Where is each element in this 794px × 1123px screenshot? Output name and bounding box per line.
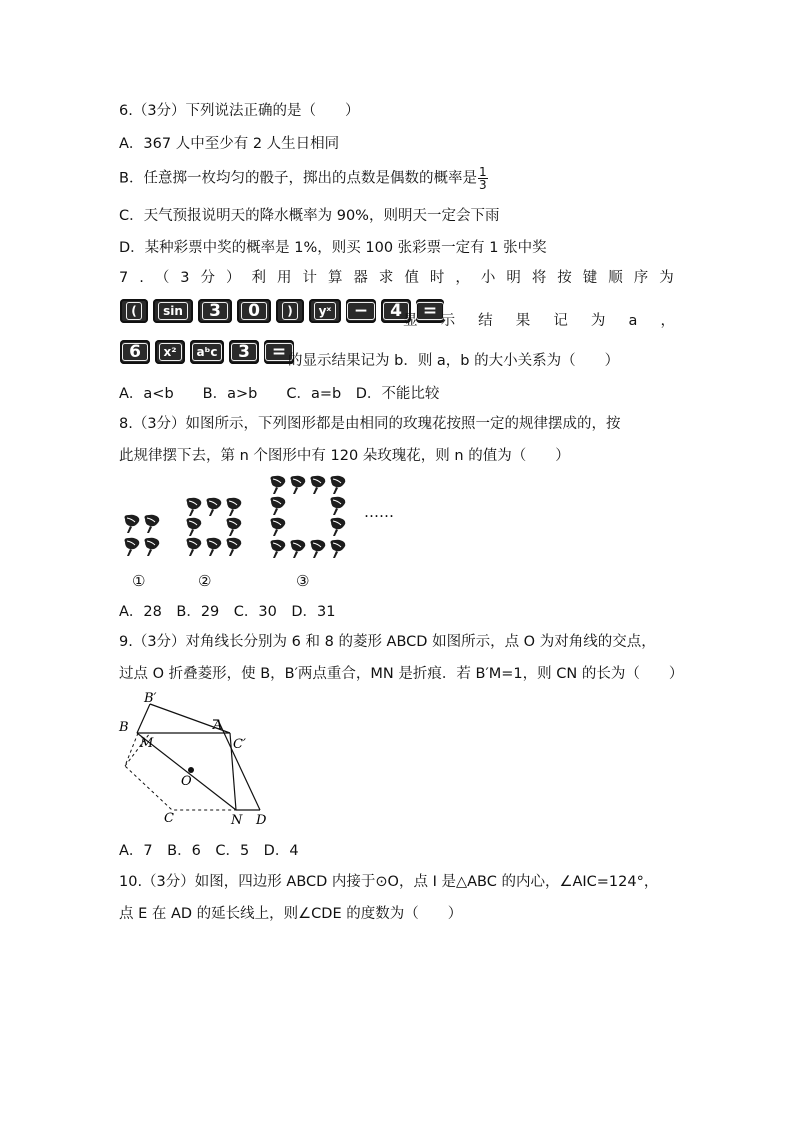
q7-key-sequence-1: [120, 299, 444, 323]
figure-label-2: ②: [198, 572, 212, 590]
key-label: =: [416, 302, 444, 320]
char: 3: [180, 270, 190, 286]
char: 为: [659, 270, 674, 286]
q8-options: A．28 B．29 C．30 D．31: [119, 604, 336, 620]
char: 时: [429, 270, 445, 286]
char: 利: [251, 270, 266, 286]
figure-label-3: ③: [296, 572, 310, 590]
label-o: O: [181, 774, 192, 789]
char: a: [628, 313, 638, 329]
key-fraction: [190, 340, 224, 364]
char: 键: [582, 270, 598, 286]
q7-line3: 的显示结果记为 b．则 a，b 的大小关系为（ ）: [288, 353, 620, 369]
fraction-denominator: 3: [478, 178, 487, 192]
char: 7: [119, 270, 129, 286]
char: 记: [553, 313, 568, 329]
char: 计: [302, 270, 317, 286]
q8-stem-line1: 8.（3分）如图所示，下列图形都是由相同的玫瑰花按照一定的规律摆成的，按: [119, 416, 621, 432]
char: 分: [200, 270, 216, 286]
rhombus-fold-diagram: [110, 690, 280, 830]
key-label: yˣ: [314, 302, 337, 320]
char: 用: [276, 270, 292, 286]
q9-stem-line2: 过点 O 折叠菱形，使 B，B′两点重合，MN 是折痕．若 B′M=1，则 CN 的长为（ ）: [119, 666, 684, 682]
q6-option-c: C．天气预报说明天的降水概率为 90%，则明天一定会下雨: [119, 208, 500, 224]
label-b: B: [119, 720, 129, 735]
char: ，: [455, 270, 470, 286]
label-c-prime: C′: [233, 737, 246, 752]
char: 算: [327, 270, 343, 286]
point-o-dot: [188, 767, 194, 773]
key-label: aᵇc: [192, 343, 223, 361]
label-b-prime: B′: [144, 691, 157, 706]
pattern-ellipsis: ……: [364, 503, 394, 521]
key-label: =: [265, 343, 293, 361]
key-power: [309, 299, 341, 323]
q6-option-b-text: B．任意掷一枚均匀的骰子，掷出的点数是偶数的概率是: [119, 170, 477, 187]
char: （: [154, 270, 170, 286]
key-minus: [346, 299, 376, 323]
fraction-numerator: 1: [478, 165, 487, 179]
char: 显: [403, 313, 418, 329]
key-label: 4: [383, 302, 409, 320]
label-c: C: [164, 811, 174, 826]
line-bprime-to-m: [137, 704, 150, 733]
key-label: 3: [231, 343, 257, 361]
char: .: [139, 270, 144, 286]
label-m: M: [140, 736, 154, 751]
q6-option-b: [119, 166, 488, 191]
char: 结: [478, 313, 493, 329]
char: 小: [480, 270, 496, 286]
key-left-paren: [120, 299, 148, 323]
q7-options: A．a<b B．a>b C．a=b D．不能比较: [119, 386, 440, 402]
char: 明: [506, 270, 521, 286]
key-label: sin: [158, 302, 188, 320]
q6-stem: 6.（3分）下列说法正确的是（ ）: [119, 103, 360, 119]
char: 按: [557, 270, 572, 286]
key-label: x²: [159, 343, 182, 361]
key-0: [237, 299, 271, 323]
key-3: [198, 299, 232, 323]
label-a: A: [213, 718, 223, 733]
char: 求: [378, 270, 394, 286]
key-right-paren: [276, 299, 304, 323]
char: 值: [404, 270, 419, 286]
key-3: [229, 340, 259, 364]
q10-stem-line1: 10.（3分）如图，四边形 ABCD 内接于⊙O，点 I 是△ABC 的内心，∠AIC=124°，: [119, 874, 659, 890]
label-n: N: [231, 813, 243, 828]
key-sin: [153, 299, 193, 323]
key-label: 3: [202, 302, 228, 320]
key-label: −: [347, 302, 375, 320]
fraction-one-third: [478, 166, 488, 191]
key-label: ): [282, 302, 297, 320]
q8-stem-line2: 此规律摆下去，第 n 个图形中有 120 朵玫瑰花，则 n 的值为（ ）: [119, 448, 570, 464]
q6-option-a: A．367 人中至少有 2 人生日相同: [119, 136, 340, 152]
q9-options: A．7 B．6 C．5 D．4: [119, 843, 299, 859]
key-6: [120, 340, 150, 364]
q9-stem-line1: 9.（3分）对角线长分别为 6 和 8 的菱形 ABCD 如图所示，点 O 为对角线的交点，: [119, 634, 656, 650]
figure-label-1: ①: [132, 572, 146, 590]
q7-key-sequence-2: [120, 340, 294, 364]
rose-figure-3: [271, 476, 346, 558]
q7-line2: [403, 311, 675, 331]
key-label: (: [126, 302, 141, 320]
char: ，: [660, 313, 675, 329]
label-d: D: [256, 813, 267, 828]
char: 序: [633, 270, 649, 286]
char: 示: [440, 313, 456, 329]
char: ）: [226, 270, 241, 286]
key-label: 0: [241, 302, 267, 320]
rose-figure-1: [125, 515, 160, 556]
q7-stem: [119, 268, 674, 288]
char: 器: [353, 270, 368, 286]
key-label: 6: [122, 343, 148, 361]
line-a-to-d: [218, 720, 260, 810]
char: 顺: [608, 270, 623, 286]
key-square: [155, 340, 185, 364]
q10-stem-line2: 点 E 在 AD 的延长线上，则∠CDE 的度数为（ ）: [119, 906, 463, 922]
char: 果: [515, 313, 531, 329]
char: 将: [531, 270, 547, 286]
q6-option-d: D．某种彩票中奖的概率是 1%，则买 100 张彩票一定有 1 张中奖: [119, 240, 547, 256]
rose-figure-2: [187, 498, 242, 556]
char: 为: [590, 313, 606, 329]
